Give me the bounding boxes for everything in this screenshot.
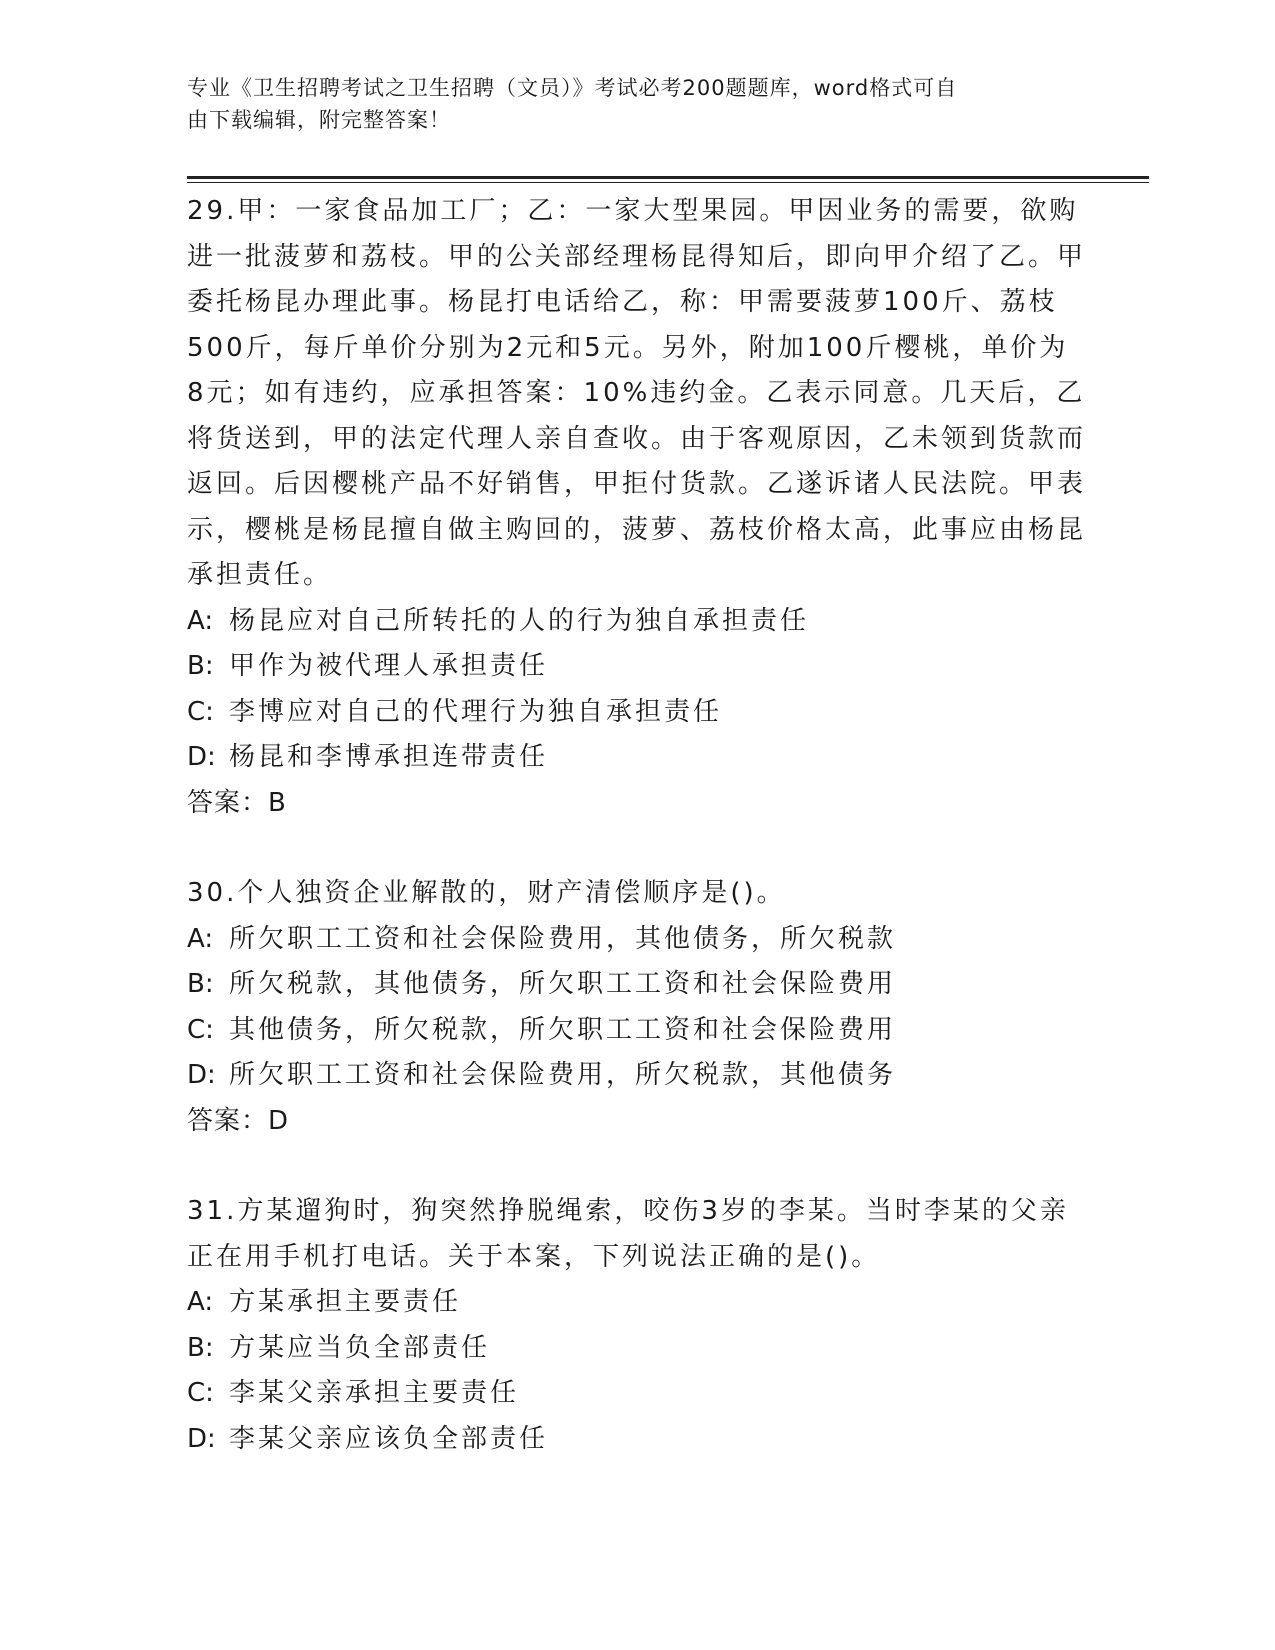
option-text: 方某应当负全部责任: [229, 1332, 491, 1363]
spacer: [187, 826, 1087, 871]
question-stem: 29.甲：一家食品加工厂；乙：一家大型果园。甲因业务的需要，欲购进一批菠萝和荔枝。甲的公关部经理杨昆得知后，即向甲介绍了乙。甲委托杨昆办理此事。杨昆打电话给乙，称：甲需要菠萝100斤、荔枝500斤，每斤单价分别为2元和5元。另外，附加100斤樱桃，单价为8元；如有违约，应承担答案：10%违约金。乙表示同意。几天后，乙将货送到，甲的法定代理人亲自查收。由于客观原因，乙未领到货款而返回。后因樱桃产品不好销售，甲拒付货款。乙遂诉诸人民法院。甲表示，樱桃是杨昆擅自做主购回的，菠萝、荔枝价格太高，此事应由杨昆承担责任。: [187, 196, 1087, 590]
option-letter: C:: [187, 1014, 214, 1045]
option-letter: B:: [187, 1332, 214, 1363]
answer-line: 答案：D: [187, 1105, 290, 1136]
header-line-2: 由下载编辑，附完整答案！: [187, 108, 451, 132]
header-divider-thin: [187, 182, 1149, 183]
option-c: [187, 1371, 1087, 1417]
question-30: [187, 871, 1087, 1144]
option-a: [187, 599, 1087, 645]
option-letter: C:: [187, 1378, 214, 1408]
option-text: 方某承担主要责任: [229, 1287, 462, 1317]
option-b: [187, 644, 1087, 690]
question-31: [187, 1189, 1087, 1462]
option-d: [187, 1417, 1087, 1463]
option-d: [187, 735, 1087, 781]
option-c: [187, 1008, 1087, 1054]
question-29: [187, 189, 1087, 826]
option-letter: D:: [187, 1060, 216, 1090]
option-text: 所欠职工工资和社会保险费用，其他债务，所欠税款: [229, 923, 897, 954]
option-letter: B:: [187, 651, 214, 681]
option-text: 李博应对自己的代理行为独自承担责任: [229, 696, 723, 727]
option-a: [187, 1280, 1087, 1326]
header-line-1: 专业《卫生招聘考试之卫生招聘（文员）》考试必考200题题库，word格式可自: [187, 76, 958, 100]
header-divider-thick: [187, 176, 1149, 179]
option-text: 李某父亲承担主要责任: [229, 1378, 520, 1408]
option-letter: D:: [187, 1423, 216, 1454]
option-letter: C:: [187, 696, 214, 727]
question-list: [187, 189, 1087, 1462]
option-a: [187, 917, 1087, 963]
option-letter: D:: [187, 742, 216, 772]
question-stem: 30.个人独资企业解散的，财产清偿顺序是()。: [187, 878, 786, 908]
option-c: [187, 690, 1087, 736]
spacer: [187, 1144, 1087, 1189]
option-text: 李某父亲应该负全部责任: [229, 1423, 549, 1454]
question-stem: 31.方某遛狗时，狗突然挣脱绳索，咬伤3岁的李某。当时李某的父亲正在用手机打电话。关于本案，下列说法正确的是()。: [187, 1196, 1069, 1272]
option-text: 其他债务，所欠税款，所欠职工工资和社会保险费用: [229, 1014, 897, 1045]
document-header: [187, 72, 1067, 136]
option-letter: A:: [187, 605, 214, 636]
option-text: 杨昆应对自己所转托的人的行为独自承担责任: [229, 605, 810, 636]
option-letter: A:: [187, 1287, 214, 1317]
option-d: [187, 1053, 1087, 1099]
option-text: 所欠税款，其他债务，所欠职工工资和社会保险费用: [229, 969, 897, 999]
option-text: 杨昆和李博承担连带责任: [229, 742, 549, 772]
option-b: [187, 962, 1087, 1008]
option-b: [187, 1326, 1087, 1372]
option-text: 所欠职工工资和社会保险费用，所欠税款，其他债务: [229, 1060, 897, 1090]
option-text: 甲作为被代理人承担责任: [229, 651, 549, 681]
option-letter: A:: [187, 923, 214, 954]
answer-line: 答案：B: [187, 787, 287, 818]
option-letter: B:: [187, 969, 214, 999]
